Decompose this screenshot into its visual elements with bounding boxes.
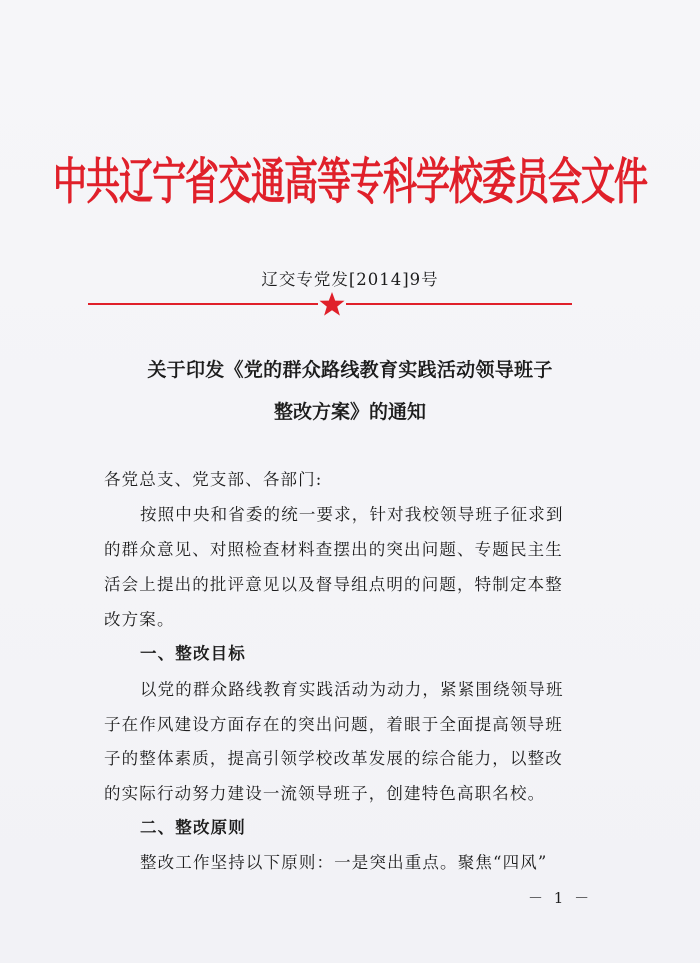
issuing-organization-title: 中共辽宁省交通高等专科学校委员会文件 <box>53 153 647 212</box>
page-number: － 1 － <box>528 889 593 907</box>
section-heading-principles: 二、整改原则 <box>140 818 246 837</box>
red-divider-left <box>88 303 318 305</box>
document-title-line-2: 整改方案》的通知 <box>273 401 426 423</box>
paragraph-line: 整改工作坚持以下原则：一是突出重点。聚焦“四风” <box>140 853 548 872</box>
paragraph-line: 子在作风建设方面存在的突出问题，着眼于全面提高领导班 <box>104 715 563 734</box>
paragraph-line: 活会上提出的批评意见以及督导组点明的问题，特制定本整 <box>104 575 563 594</box>
document-title-line-1: 关于印发《党的群众路线教育实践活动领导班子 <box>147 359 553 381</box>
paragraph-line: 的实际行动努力建设一流领导班子，创建特色高职名校。 <box>104 784 546 803</box>
red-divider-right <box>346 303 572 305</box>
paragraph-line: 改方案。 <box>104 610 175 629</box>
paragraph-line: 的群众意见、对照检查材料查摆出的突出问题、专题民主生 <box>104 540 563 559</box>
salutation: 各党总支、党支部、各部门: <box>104 470 323 489</box>
red-star-icon <box>318 291 346 317</box>
document-number: 辽交专党发[2014]9号 <box>261 270 439 289</box>
paragraph-line: 子的整体素质，提高引领学校改革发展的综合能力，以整改 <box>104 749 563 768</box>
section-heading-goals: 一、整改目标 <box>140 644 246 663</box>
paragraph-line: 以党的群众路线教育实践活动为动力，紧紧围绕领导班 <box>140 680 564 699</box>
paragraph-line: 按照中央和省委的统一要求，针对我校领导班子征求到 <box>140 505 564 524</box>
